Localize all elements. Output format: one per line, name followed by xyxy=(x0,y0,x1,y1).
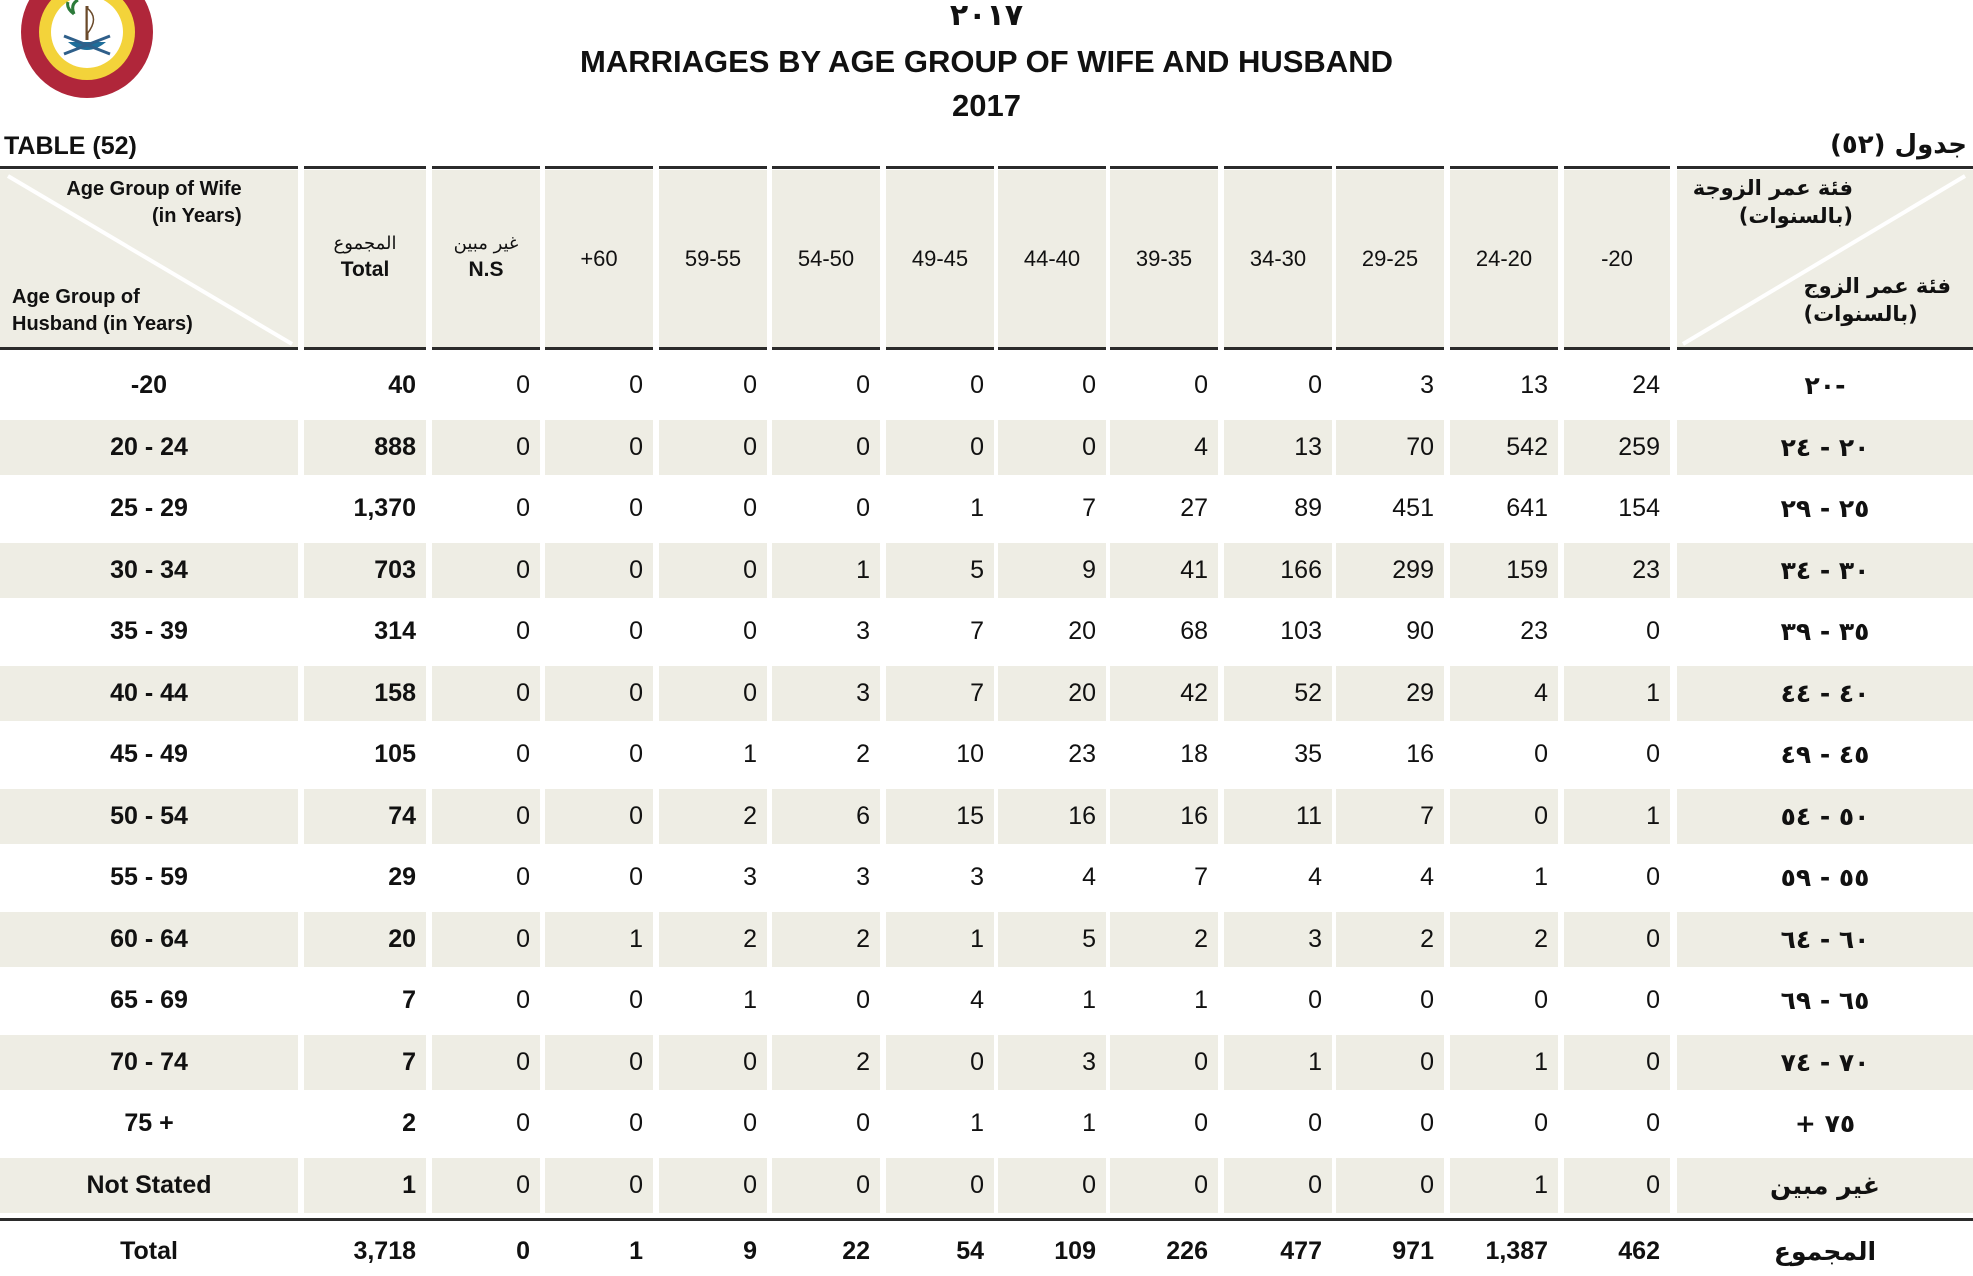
table-cell: 0 xyxy=(432,666,540,722)
table-cell: 0 xyxy=(856,1109,870,1138)
table-cell: 4 xyxy=(970,986,984,1015)
row-total: 40 xyxy=(388,371,416,400)
table-cell: 0 xyxy=(432,912,540,968)
table-cell: 0 xyxy=(659,543,767,599)
table-cell: 0 xyxy=(1534,740,1548,769)
header-top-rule xyxy=(1677,166,1973,169)
col-header-age: 49-45 xyxy=(886,170,994,350)
table-cell: 0 xyxy=(1534,1109,1548,1138)
total-cell: 226 xyxy=(1166,1236,1208,1265)
table-cell: 0 xyxy=(856,986,870,1015)
table-cell: 299 xyxy=(1336,543,1444,599)
table-cell: 103 xyxy=(1280,617,1322,646)
row-total: 1 xyxy=(304,1158,426,1214)
table-cell: 1 xyxy=(1194,986,1208,1015)
row-total: 74 xyxy=(304,789,426,845)
table-cell: 0 xyxy=(886,420,994,476)
table-cell: 1 xyxy=(1082,986,1096,1015)
total-row-rule xyxy=(0,1218,1973,1221)
table-cell: 0 xyxy=(886,1035,994,1091)
table-cell: 0 xyxy=(659,1035,767,1091)
col-header-total xyxy=(304,170,426,350)
table-cell: 18 xyxy=(1180,740,1208,769)
page-title: MARRIAGES BY AGE GROUP OF WIFE AND HUSBAND xyxy=(580,44,1393,79)
table-cell: 23 xyxy=(1068,740,1096,769)
table-cell: 0 xyxy=(432,420,540,476)
table-cell: 7 xyxy=(1336,789,1444,845)
header-top-rule xyxy=(1450,166,1558,169)
table-cell: 3 xyxy=(1420,371,1434,400)
row-total: 20 xyxy=(304,912,426,968)
table-cell: 2 xyxy=(1450,912,1558,968)
table-cell: 2 xyxy=(1336,912,1444,968)
row-label-en: 35 - 39 xyxy=(110,617,188,646)
table-cell: 0 xyxy=(1308,1109,1322,1138)
husband-age-label-line1: Age Group of xyxy=(12,286,140,308)
table-cell: 1 xyxy=(1082,1109,1096,1138)
table-cell: 0 xyxy=(629,863,643,892)
table-cell: 7 xyxy=(1082,494,1096,523)
table-cell: 0 xyxy=(1646,863,1660,892)
table-number-en: TABLE (52) xyxy=(4,132,137,160)
table-cell: 2 xyxy=(772,912,880,968)
row-total: 7 xyxy=(402,986,416,1015)
col-header-age: 59-55 xyxy=(659,170,767,350)
table-cell: 6 xyxy=(772,789,880,845)
table-cell: 0 xyxy=(1564,1035,1670,1091)
row-label-ar: ٦٥ - ٦٩ xyxy=(1780,986,1870,1016)
row-label-ar: ٢٠ - ٢٤ xyxy=(1677,420,1973,476)
total-row-label-ar: المجموع xyxy=(1773,1236,1877,1266)
row-label-ar: -٢٠ xyxy=(1804,371,1846,401)
row-label-ar: ٤٥ - ٤٩ xyxy=(1780,740,1870,770)
table-cell: 0 xyxy=(432,1035,540,1091)
total-row-label-en: Total xyxy=(120,1236,178,1265)
total-cell: 1 xyxy=(629,1236,643,1265)
table-cell: 0 xyxy=(516,740,530,769)
table-cell: 0 xyxy=(1646,1109,1660,1138)
header-top-rule xyxy=(0,166,298,169)
table-cell: 0 xyxy=(1646,986,1660,1015)
row-label-en: -20 xyxy=(130,371,168,400)
table-cell: 1 xyxy=(772,543,880,599)
table-cell: 1 xyxy=(970,494,984,523)
row-total: 2 xyxy=(402,1109,416,1138)
table-cell: 5 xyxy=(886,543,994,599)
table-cell: 0 xyxy=(1564,912,1670,968)
table-cell: 7 xyxy=(886,666,994,722)
table-cell: 259 xyxy=(1564,420,1670,476)
header-year-arabic: ٢٠١٧ xyxy=(949,0,1024,33)
table-cell: 0 xyxy=(1224,1158,1332,1214)
row-label-ar: ٥٠ - ٥٤ xyxy=(1677,789,1973,845)
table-cell: 0 xyxy=(970,371,984,400)
row-label-ar: ٣٥ - ٣٩ xyxy=(1780,617,1870,647)
header-top-rule xyxy=(1336,166,1444,169)
table-cell: 4 xyxy=(1082,863,1096,892)
total-cell: 9 xyxy=(743,1236,757,1265)
col-header-not-stated xyxy=(432,170,540,350)
table-cell: 0 xyxy=(516,371,530,400)
table-cell: 0 xyxy=(886,1158,994,1214)
table-cell: 1 xyxy=(1224,1035,1332,1091)
table-cell: 0 xyxy=(545,420,653,476)
table-cell: 2 xyxy=(659,789,767,845)
table-cell: 3 xyxy=(856,863,870,892)
table-cell: 3 xyxy=(998,1035,1106,1091)
table-number-ar: جدول (٥٢) xyxy=(1829,130,1967,160)
table-cell: 0 xyxy=(629,986,643,1015)
table-cell: 0 xyxy=(743,494,757,523)
table-cell: 1 xyxy=(970,1109,984,1138)
table-cell: 0 xyxy=(998,420,1106,476)
table-cell: 451 xyxy=(1392,494,1434,523)
row-label-en: 30 - 34 xyxy=(0,543,298,599)
table-cell: 0 xyxy=(1564,1158,1670,1214)
header-top-rule xyxy=(1564,166,1670,169)
table-cell: 0 xyxy=(856,494,870,523)
table-cell: 3 xyxy=(1224,912,1332,968)
table-cell: 24 xyxy=(1632,371,1660,400)
table-cell: 1 xyxy=(1564,789,1670,845)
table-cell: 0 xyxy=(1110,1035,1218,1091)
row-label-en: 65 - 69 xyxy=(110,986,188,1015)
row-label-en: 50 - 54 xyxy=(0,789,298,845)
row-label-en: 55 - 59 xyxy=(110,863,188,892)
table-cell: 0 xyxy=(743,371,757,400)
table-cell: 7 xyxy=(970,617,984,646)
table-cell: 542 xyxy=(1450,420,1558,476)
col-header-age: 44-40 xyxy=(998,170,1106,350)
table-cell: 0 xyxy=(1646,740,1660,769)
row-label-en: 60 - 64 xyxy=(0,912,298,968)
table-cell: 13 xyxy=(1520,371,1548,400)
header-top-rule xyxy=(886,166,994,169)
table-cell: 2 xyxy=(772,1035,880,1091)
total-cell: 477 xyxy=(1280,1236,1322,1265)
table-cell: 16 xyxy=(1110,789,1218,845)
col-header-age: 54-50 xyxy=(772,170,880,350)
corner-header-en xyxy=(0,170,298,350)
table-cell: 7 xyxy=(1194,863,1208,892)
col-header-age: 24-20 xyxy=(1450,170,1558,350)
table-cell: 0 xyxy=(1534,986,1548,1015)
table-cell: 4 xyxy=(1420,863,1434,892)
table-cell: 0 xyxy=(998,1158,1106,1214)
table-cell: 0 xyxy=(629,740,643,769)
table-cell: 20 xyxy=(1068,617,1096,646)
table-cell: 16 xyxy=(1406,740,1434,769)
table-cell: 3 xyxy=(970,863,984,892)
row-total: 888 xyxy=(304,420,426,476)
table-cell: 42 xyxy=(1110,666,1218,722)
table-cell: 23 xyxy=(1564,543,1670,599)
table-cell: 0 xyxy=(432,543,540,599)
table-cell: 0 xyxy=(1082,371,1096,400)
col-header-total-en: Total xyxy=(340,258,390,282)
table-cell: 52 xyxy=(1224,666,1332,722)
table-cell: 68 xyxy=(1180,617,1208,646)
grand-total: 3,718 xyxy=(353,1236,416,1265)
table-cell: 0 xyxy=(659,1158,767,1214)
table-cell: 0 xyxy=(545,666,653,722)
table-cell: 90 xyxy=(1406,617,1434,646)
table-cell: 1 xyxy=(743,740,757,769)
wife-age-label-line2: (in Years) xyxy=(152,205,242,227)
col-header-age: 29-25 xyxy=(1336,170,1444,350)
husband-age-label xyxy=(12,284,193,338)
row-label-ar: غير مبين xyxy=(1677,1158,1973,1214)
table-cell: 0 xyxy=(659,420,767,476)
col-header-age: +60 xyxy=(545,170,653,350)
table-cell: 0 xyxy=(432,1158,540,1214)
table-cell: 0 xyxy=(772,1158,880,1214)
wife-age-label xyxy=(60,176,242,230)
row-label-ar: ٥٥ - ٥٩ xyxy=(1780,863,1870,893)
row-label-en: 20 - 24 xyxy=(0,420,298,476)
table-cell: 0 xyxy=(1308,986,1322,1015)
table-cell: 3 xyxy=(856,617,870,646)
table-cell: 166 xyxy=(1224,543,1332,599)
table-cell: 70 xyxy=(1336,420,1444,476)
row-label-en: 40 - 44 xyxy=(0,666,298,722)
row-total: 1,370 xyxy=(353,494,416,523)
table-cell: 0 xyxy=(432,789,540,845)
table-cell: 0 xyxy=(1110,1158,1218,1214)
table-cell: 1 xyxy=(545,912,653,968)
header-top-rule xyxy=(1110,166,1218,169)
table-cell: 0 xyxy=(1308,371,1322,400)
header-top-rule xyxy=(304,166,426,169)
table-cell: 5 xyxy=(998,912,1106,968)
row-label-ar: ٣٠ - ٣٤ xyxy=(1677,543,1973,599)
table-cell: 0 xyxy=(659,666,767,722)
total-cell: 0 xyxy=(516,1236,530,1265)
table-cell: 0 xyxy=(1450,789,1558,845)
table-cell: 13 xyxy=(1224,420,1332,476)
table-cell: 0 xyxy=(1646,617,1660,646)
table-cell: 0 xyxy=(1336,1035,1444,1091)
header-top-rule xyxy=(772,166,880,169)
table-cell: 0 xyxy=(516,617,530,646)
table-cell: 154 xyxy=(1618,494,1660,523)
header-top-rule xyxy=(659,166,767,169)
table-cell: 3 xyxy=(772,666,880,722)
table-cell: 10 xyxy=(956,740,984,769)
table-cell: 0 xyxy=(545,543,653,599)
row-label-ar: ٧٥ + xyxy=(1794,1109,1856,1139)
table-cell: 1 xyxy=(1564,666,1670,722)
table-cell: 0 xyxy=(629,1109,643,1138)
row-label-ar: ٧٠ - ٧٤ xyxy=(1677,1035,1973,1091)
col-header-age: 39-35 xyxy=(1110,170,1218,350)
row-total: 29 xyxy=(388,863,416,892)
table-cell: 2 xyxy=(659,912,767,968)
header-top-rule xyxy=(998,166,1106,169)
table-cell: 41 xyxy=(1110,543,1218,599)
table-cell: 20 xyxy=(998,666,1106,722)
total-cell: 462 xyxy=(1618,1236,1660,1265)
col-header-age: 34-30 xyxy=(1224,170,1332,350)
header-top-rule xyxy=(1224,166,1332,169)
table-cell: 0 xyxy=(856,371,870,400)
table-cell: 1 xyxy=(743,986,757,1015)
table-cell: 23 xyxy=(1520,617,1548,646)
table-cell: 2 xyxy=(856,740,870,769)
table-cell: 3 xyxy=(743,863,757,892)
row-label-ar: ٦٠ - ٦٤ xyxy=(1677,912,1973,968)
table-cell: 0 xyxy=(629,494,643,523)
table-cell: 0 xyxy=(1336,1158,1444,1214)
total-cell: 109 xyxy=(1054,1236,1096,1265)
table-cell: 15 xyxy=(886,789,994,845)
table-cell: 1 xyxy=(1450,1158,1558,1214)
table-cell: 1 xyxy=(886,912,994,968)
table-cell: 4 xyxy=(1308,863,1322,892)
table-cell: 0 xyxy=(1194,1109,1208,1138)
table-cell: 0 xyxy=(772,420,880,476)
row-label-en: 75 + xyxy=(124,1109,174,1138)
row-total: 105 xyxy=(374,740,416,769)
table-cell: 0 xyxy=(629,371,643,400)
table-cell: 0 xyxy=(1194,371,1208,400)
table-cell: 27 xyxy=(1180,494,1208,523)
row-label-en: Not Stated xyxy=(0,1158,298,1214)
table-cell: 0 xyxy=(743,1109,757,1138)
table-cell: 0 xyxy=(629,617,643,646)
table-cell: 35 xyxy=(1294,740,1322,769)
row-label-en: 70 - 74 xyxy=(0,1035,298,1091)
total-cell: 1,387 xyxy=(1485,1236,1548,1265)
col-header-ns-ar: غير مبين xyxy=(453,233,519,255)
total-cell: 971 xyxy=(1392,1236,1434,1265)
table-cell: 4 xyxy=(1110,420,1218,476)
table-cell: 4 xyxy=(1450,666,1558,722)
row-total: 314 xyxy=(374,617,416,646)
header-top-rule xyxy=(545,166,653,169)
table-cell: 9 xyxy=(998,543,1106,599)
table-cell: 0 xyxy=(1420,1109,1434,1138)
table-cell: 16 xyxy=(998,789,1106,845)
page-subtitle-year: 2017 xyxy=(952,88,1021,123)
col-header-ns-en: N.S xyxy=(468,258,504,282)
table-cell: 0 xyxy=(516,863,530,892)
col-header-total-ar: المجموع xyxy=(333,233,397,255)
col-header-age: -20 xyxy=(1564,170,1670,350)
table-cell: 159 xyxy=(1450,543,1558,599)
table-cell: 0 xyxy=(545,789,653,845)
row-total: 158 xyxy=(304,666,426,722)
total-cell: 54 xyxy=(956,1236,984,1265)
row-total: 703 xyxy=(304,543,426,599)
table-cell: 29 xyxy=(1336,666,1444,722)
table-cell: 0 xyxy=(545,1035,653,1091)
husband-age-label-ar: فئة عمر الزوج (بالسنوات) xyxy=(1803,274,1951,327)
table-cell: 641 xyxy=(1506,494,1548,523)
header-top-rule xyxy=(432,166,540,169)
table-cell: 11 xyxy=(1224,789,1332,845)
row-label-ar: ٢٥ - ٢٩ xyxy=(1780,494,1870,524)
total-cell: 22 xyxy=(842,1236,870,1265)
husband-age-label-line2: Husband (in Years) xyxy=(12,313,193,335)
table-cell: 0 xyxy=(743,617,757,646)
table-cell: 0 xyxy=(516,494,530,523)
wife-age-label-ar: فئة عمر الزوجة (بالسنوات) xyxy=(1692,176,1853,229)
corner-header-ar xyxy=(1677,170,1973,350)
table-cell: 1 xyxy=(1450,1035,1558,1091)
table-cell: 2 xyxy=(1110,912,1218,968)
table-cell: 0 xyxy=(516,986,530,1015)
row-total: 7 xyxy=(304,1035,426,1091)
row-label-en: 45 - 49 xyxy=(110,740,188,769)
row-label-ar: ٤٠ - ٤٤ xyxy=(1677,666,1973,722)
row-label-en: 25 - 29 xyxy=(110,494,188,523)
table-cell: 89 xyxy=(1294,494,1322,523)
table-cell: 0 xyxy=(545,1158,653,1214)
table-cell: 0 xyxy=(1420,986,1434,1015)
table-cell: 0 xyxy=(516,1109,530,1138)
table-cell: 1 xyxy=(1534,863,1548,892)
wife-age-label-line1: Age Group of Wife xyxy=(66,178,242,200)
